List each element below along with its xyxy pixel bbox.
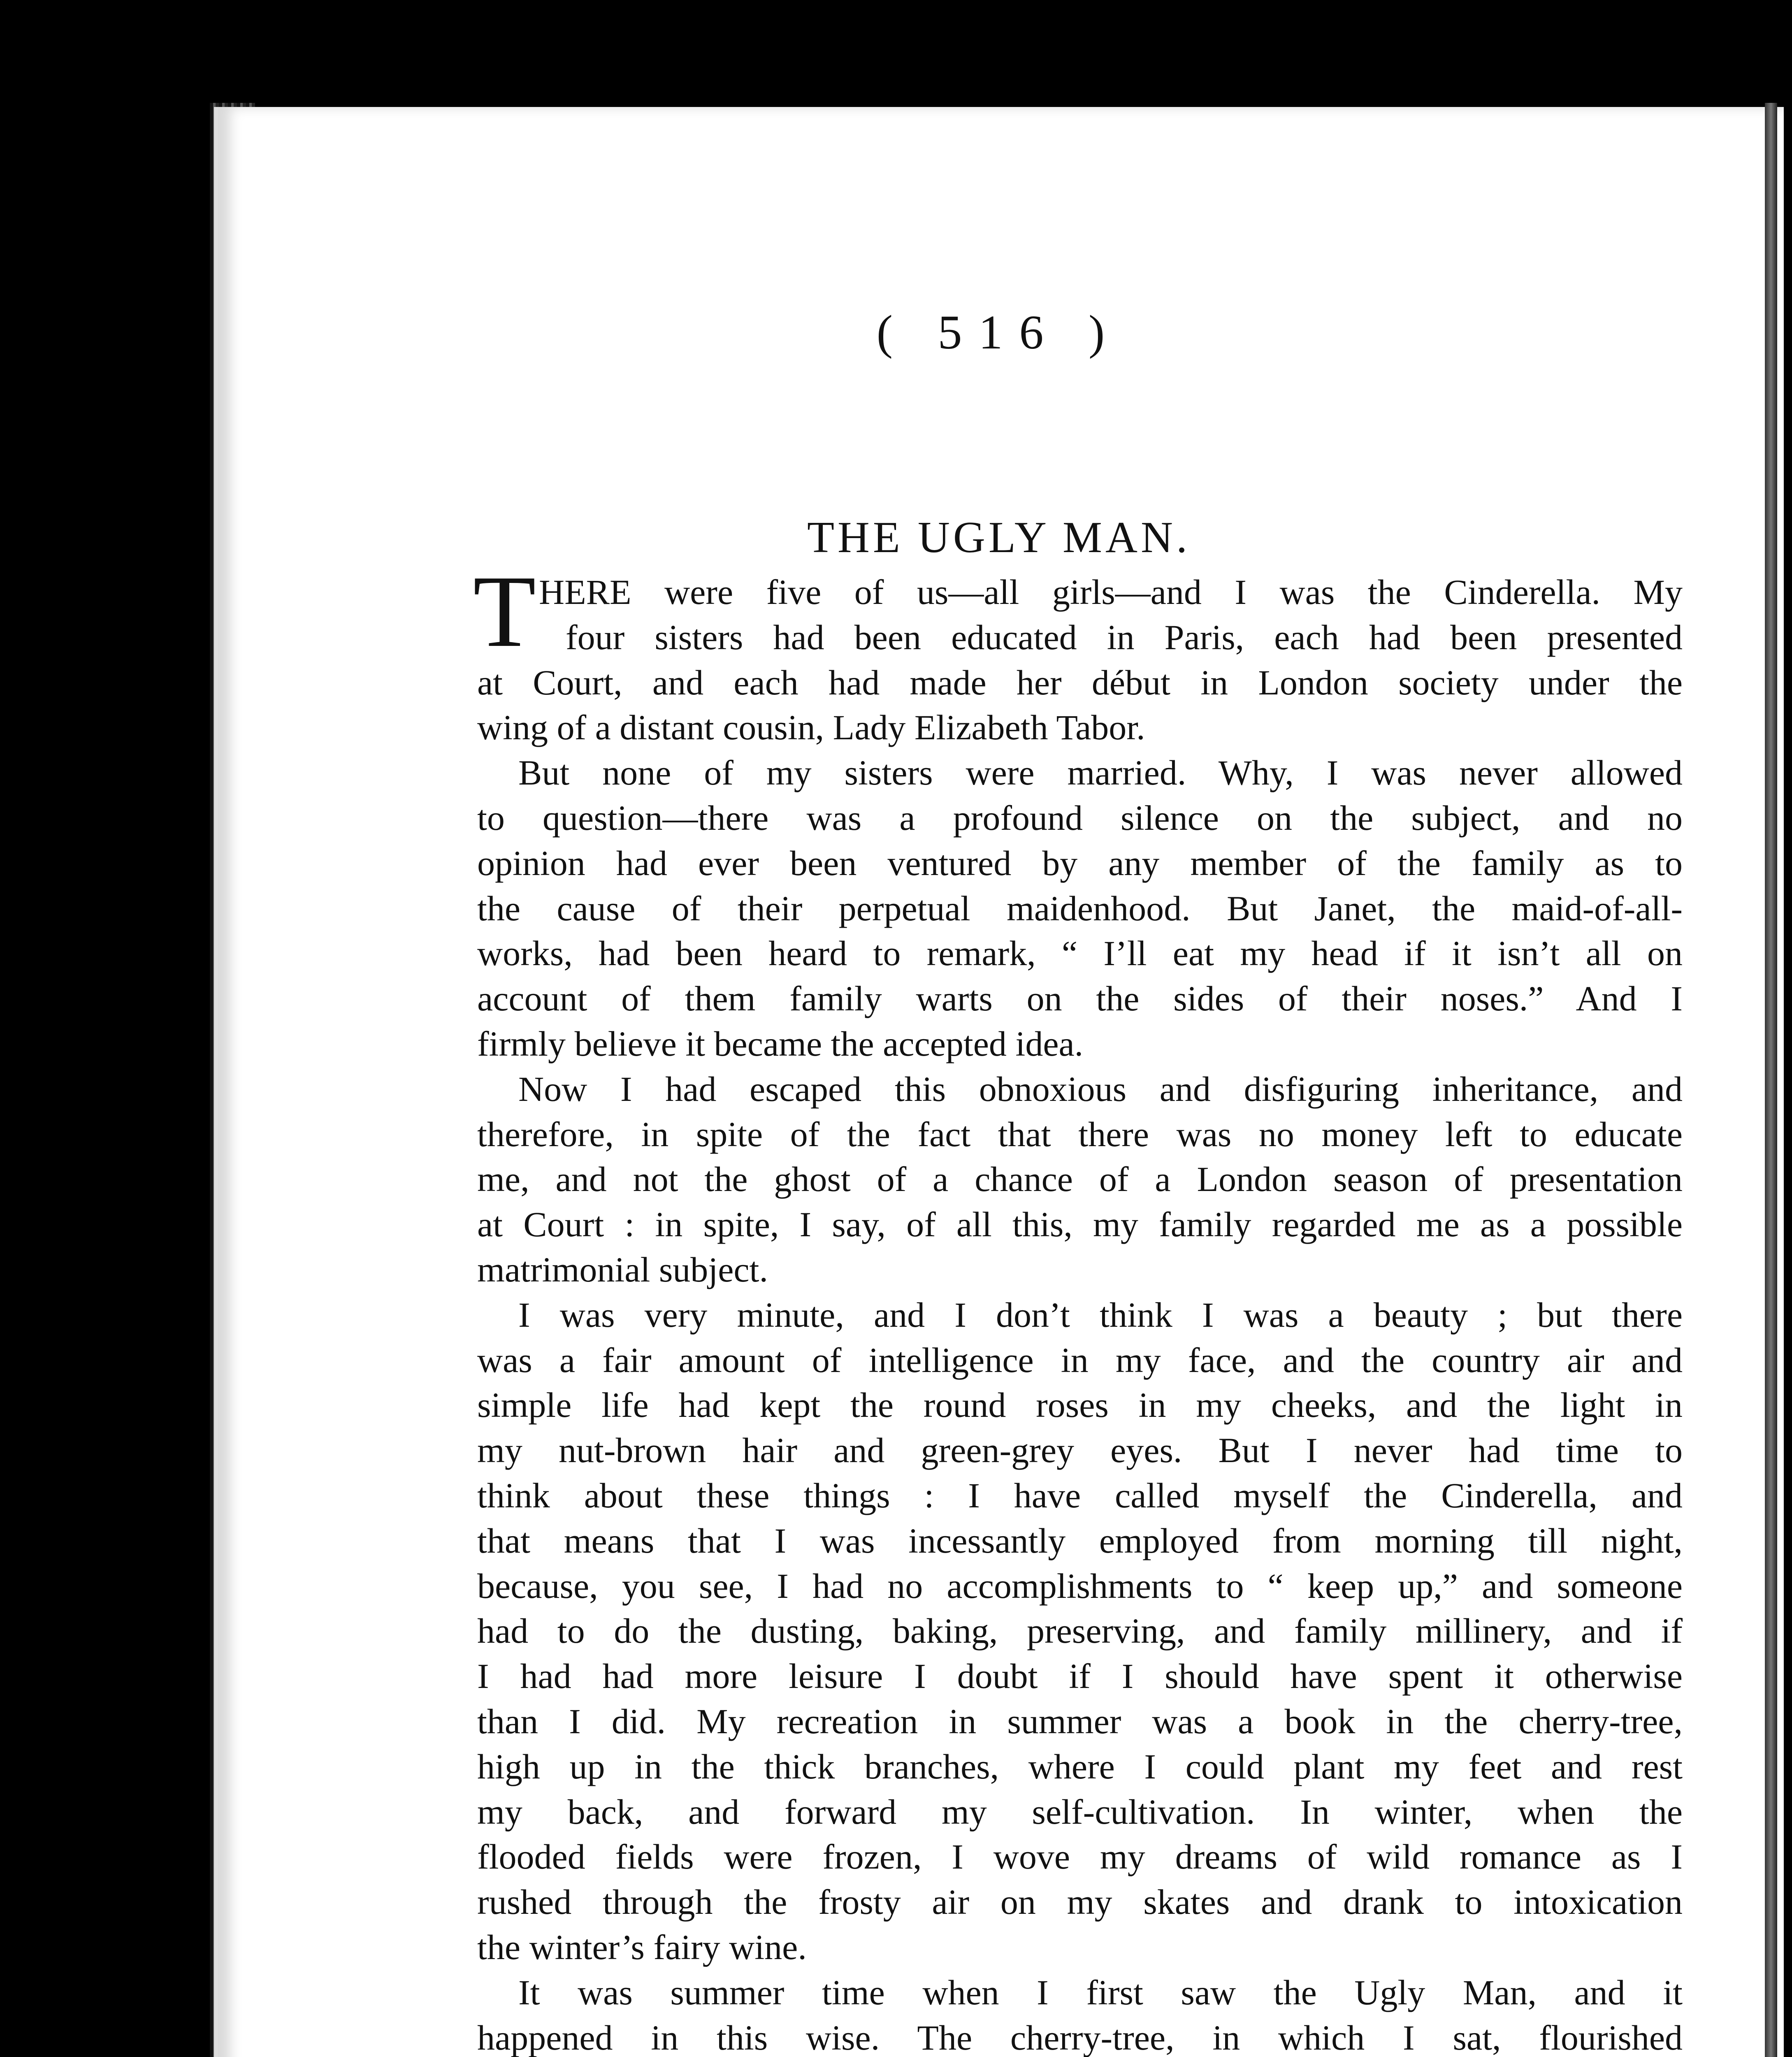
text-line: think about these things : I have called myself the Cinderella, and (477, 1475, 1683, 1515)
text-line: to question—there was a profound silence on the subject, and no (477, 798, 1683, 838)
body-text (477, 570, 1683, 2057)
text-line: HERE were five of us—all girls—and I was the Cinderella. My (539, 572, 1683, 612)
text-line: Now I had escaped this obnoxious and disfiguring inheritance, and (518, 1069, 1683, 1109)
text-line: that means that I was incessantly employed from morning till night, (477, 1521, 1683, 1560)
text-line: because, you see, I had no accomplishments to “ keep up,” and someone (477, 1566, 1683, 1606)
text-line: the cause of their perpetual maidenhood. But Janet, the maid-of-all- (477, 888, 1683, 928)
text-line: at Court : in spite, I say, of all this, my family regarded me as a possible (477, 1205, 1683, 1244)
text-line: at Court, and each had made her début in London society under the (477, 662, 1683, 702)
text-line: my nut-brown hair and green-grey eyes. But I never had time to (477, 1430, 1683, 1470)
drop-cap: T (473, 555, 536, 669)
text-line: me, and not the ghost of a chance of a London season of presentation (477, 1159, 1683, 1199)
text-line: was a fair amount of intelligence in my face, and the country air and (477, 1340, 1683, 1380)
text-line: It was summer time when I first saw the Ugly Man, and it (518, 1972, 1683, 2012)
text-line: I had had more leisure I doubt if I should have spent it otherwise (477, 1656, 1683, 1696)
text-line: But none of my sisters were married. Why, I was never allowed (518, 753, 1683, 793)
text-line: therefore, in spite of the fact that there was no money left to educate (477, 1114, 1683, 1154)
page-number: ( 516 ) (876, 305, 1121, 359)
book-page-edge-right (1765, 103, 1777, 2057)
text-line: firmly believe it became the accepted idea. (477, 1024, 1084, 1063)
text-line: had to do the dusting, baking, preserving, and family millinery, and if (477, 1611, 1683, 1651)
text-line: account of them family warts on the sides of their noses.” And I (477, 979, 1683, 1019)
text-line: happened in this wise. The cherry-tree, in which I sat, flourished (477, 2018, 1683, 2057)
text-line: high up in the thick branches, where I could plant my feet and rest (477, 1746, 1683, 1786)
text-line: simple life had kept the round roses in my cheeks, and the light in (477, 1385, 1683, 1425)
text-line: flooded fields were frozen, I wove my dreams of wild romance as I (477, 1837, 1683, 1877)
text-line: than I did. My recreation in summer was a book in the cherry-tree, (477, 1701, 1683, 1741)
text-line: works, had been heard to remark, “ I’ll eat my head if it isn’t all on (477, 933, 1683, 973)
text-line: matrimonial subject. (477, 1249, 768, 1289)
text-line: the winter’s fairy wine. (477, 1927, 807, 1967)
text-line: my back, and forward my self-cultivation. In winter, when the (477, 1792, 1683, 1832)
text-line: I was very minute, and I don’t think I was a beauty ; but there (518, 1295, 1683, 1335)
text-line: wing of a distant cousin, Lady Elizabeth Tabor. (477, 708, 1145, 748)
story-title: THE UGLY MAN. (807, 513, 1191, 562)
text-line: opinion had ever been ventured by any member of the family as to (477, 843, 1683, 883)
text-line: rushed through the frosty air on my skates and drank to intoxication (477, 1882, 1683, 1922)
text-line: four sisters had been educated in Paris, each had been presented (566, 617, 1683, 657)
